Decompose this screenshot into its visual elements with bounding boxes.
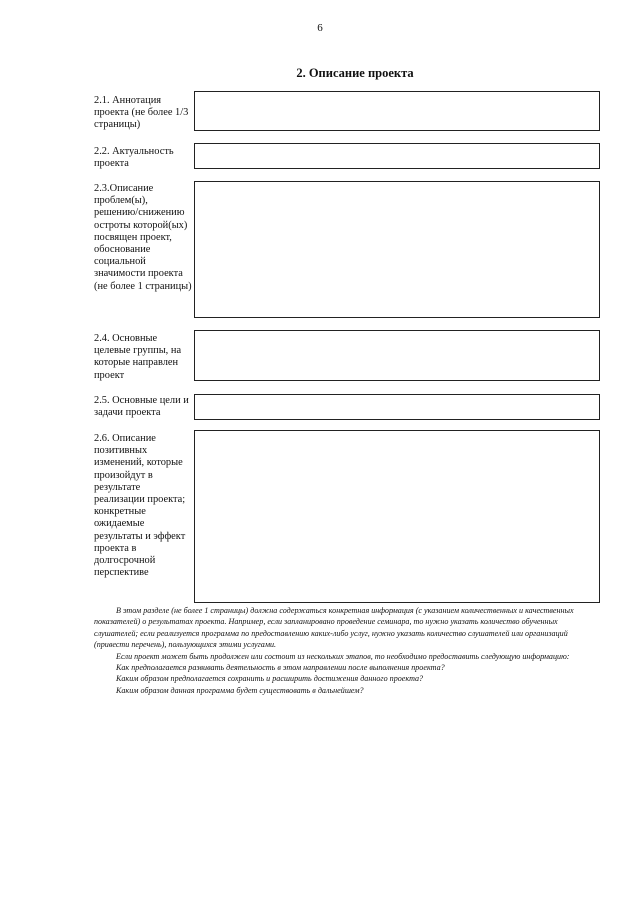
instructions-question: Как предполагается развивать деятельность в этом направлении после выполнения проекта?	[116, 663, 445, 673]
row-label-relevance: 2.2. Актуальность проекта	[94, 146, 174, 170]
row-label-target-groups: 2.4. Основные целевые группы, на которые направлен проект	[94, 333, 182, 381]
instructions-note	[94, 605, 600, 696]
instructions-question: Каким образом данная программа будет существовать в дальнейшем?	[116, 685, 364, 695]
section-title: 2. Описание проекта	[296, 66, 414, 80]
row-label-positive-changes: 2.6. Описание позитивных изменений, которые произойдут в результате реализации проекта; конкретные ожидаемые результаты и эффект проекта в долгосрочной перспективе	[94, 433, 186, 579]
relevance-field[interactable]	[194, 143, 600, 169]
target-groups-field[interactable]	[194, 330, 600, 381]
goals-field[interactable]	[194, 394, 600, 420]
instructions-paragraph-2: Если проект может быть продолжен или состоит из нескольких этапов, то необходимо предоставить следующую информацию:	[116, 651, 570, 661]
row-label-annotation: 2.1. Аннотация проекта (не более 1/3 страницы)	[94, 95, 189, 131]
problem-description-field[interactable]	[194, 181, 600, 318]
page-number: 6	[317, 22, 323, 34]
positive-changes-field[interactable]	[194, 430, 600, 603]
instructions-paragraph-1: В этом разделе (не более 1 страницы) должна содержаться конкретная информация (с указанием количественных и качественных показателей) о результатах проекта. Например, если запланировано проведение семинара, то нужно указать количество обученных слушателей; если реализуется программа по предоставлению каких-либо услуг, нужно указать количество слушателей или организаций (привести перечень), пользующихся этими услугами.	[94, 606, 574, 650]
annotation-field[interactable]	[194, 91, 600, 131]
row-label-problem-description: 2.3.Описание проблем(ы), решению/снижению остроты которой(ых) посвящен проект, обоснование социальной значимости проекта (не более 1 страницы)	[94, 183, 192, 292]
instructions-question: Каким образом предполагается сохранить и расширить достижения данного проекта?	[116, 674, 424, 684]
row-label-goals: 2.5. Основные цели и задачи проекта	[94, 395, 189, 419]
